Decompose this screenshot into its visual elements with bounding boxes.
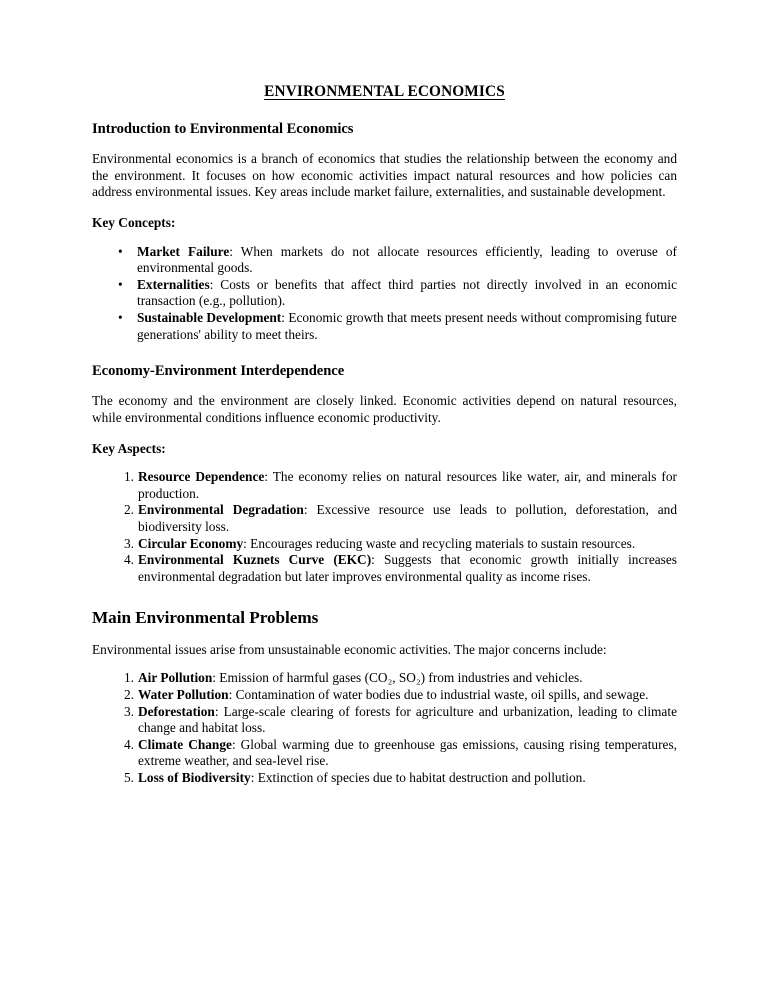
list-item [92, 737, 677, 770]
paragraph-interdependence: The economy and the environment are closely linked. Economic activities depend on natural resources, while environmental conditions influence economic productivity. [92, 393, 677, 425]
bullet-icon: • [118, 276, 123, 292]
list-item-term: Resource Dependence [138, 469, 265, 485]
list-item-term: Externalities [137, 276, 210, 292]
list-number: 1. [123, 670, 134, 686]
paragraph-introduction: Environmental economics is a branch of economics that studies the relationship between the economy and the environment. It focuses on how economic activities impact natural resources and how policies can address environmental issues. Key areas include market failure, externalities, and sustainable development. [92, 151, 677, 200]
list-item-term: Sustainable Development [137, 309, 282, 325]
list-main-problems [92, 658, 677, 786]
bullet-icon: • [118, 309, 123, 325]
list-item [92, 469, 677, 502]
list-number: 2. [123, 687, 134, 703]
list-item-text: : Excessive resource use leads to pollution, deforestation, and biodiversity loss. [138, 502, 677, 534]
label-key-concepts: Key Concepts: [92, 215, 176, 231]
paragraph-main-problems: Environmental issues arise from unsustainable economic activities. The major concerns include: [92, 641, 607, 657]
list-number: 1. [123, 469, 134, 485]
list-item [92, 277, 677, 310]
list-item-text: : Contamination of water bodies due to industrial waste, oil spills, and sewage. [228, 687, 649, 703]
list-item-term: Water Pollution [138, 687, 229, 703]
list-item [92, 536, 677, 553]
list-item-term: Environmental Degradation [138, 502, 304, 518]
heading-interdependence: Economy-Environment Interdependence [92, 363, 345, 380]
list-number: 4. [123, 552, 134, 568]
bullet-icon: • [118, 243, 123, 259]
list-item-text: : Global warming due to greenhouse gas emissions, causing rising temperatures, extreme weather, and sea-level rise. [138, 736, 677, 769]
list-number: 4. [123, 736, 134, 752]
list-item-text: : Economic growth that meets present needs without compromising future generations' ability to meet theirs. [137, 309, 677, 342]
list-item-text: : When markets do not allocate resources efficiently, leading to overuse of environmental goods. [137, 243, 677, 276]
list-item-term: Air Pollution [138, 670, 213, 686]
list-item [92, 502, 677, 535]
list-item [92, 244, 677, 277]
list-item-text: : Suggests that economic growth initially increases environmental degradation but later improves environmental quality as income rises. [138, 552, 677, 584]
list-item-text: : The economy relies on natural resources like water, air, and minerals for production. [138, 469, 677, 501]
list-item-text: : Large-scale clearing of forests for agriculture and urbanization, leading to climate change and habitat loss. [138, 703, 677, 736]
label-key-aspects: Key Aspects: [92, 440, 166, 456]
list-item-text: : Emission of harmful gases (CO₂, SO₂) from industries and vehicles. [212, 670, 583, 686]
list-item-term: Deforestation [138, 703, 215, 719]
list-item-term: Market Failure [137, 243, 230, 259]
list-item-term: Loss of Biodiversity [138, 770, 251, 785]
list-item-text: : Encourages reducing waste and recycling materials to sustain resources. [243, 535, 636, 551]
list-item [92, 770, 677, 787]
list-number: 3. [123, 535, 134, 551]
list-key-aspects [92, 457, 677, 585]
heading-introduction: Introduction to Environmental Economics [92, 121, 354, 137]
list-item-term: Environmental Kuznets Curve (EKC) [138, 552, 372, 568]
list-key-concepts [92, 232, 677, 344]
list-item [92, 310, 677, 343]
list-number: 3. [123, 703, 134, 719]
list-item-term: Circular Economy [138, 535, 244, 551]
heading-main-problems: Main Environmental Problems [92, 608, 319, 628]
list-item [92, 552, 677, 585]
list-item-term: Climate Change [138, 736, 232, 752]
list-number: 2. [123, 502, 134, 518]
list-item [92, 670, 677, 687]
document-body [92, 0, 677, 787]
list-item [92, 687, 677, 704]
list-item-text: : Costs or benefits that affect third parties not directly involved in an economic transaction (e.g., pollution). [137, 276, 677, 309]
document-title-text: ENVIRONMENTAL ECONOMICS [264, 83, 505, 100]
list-item-text: : Extinction of species due to habitat destruction and pollution. [250, 770, 586, 785]
list-item [92, 704, 677, 737]
document-title [92, 0, 677, 101]
list-number: 5. [123, 770, 134, 785]
